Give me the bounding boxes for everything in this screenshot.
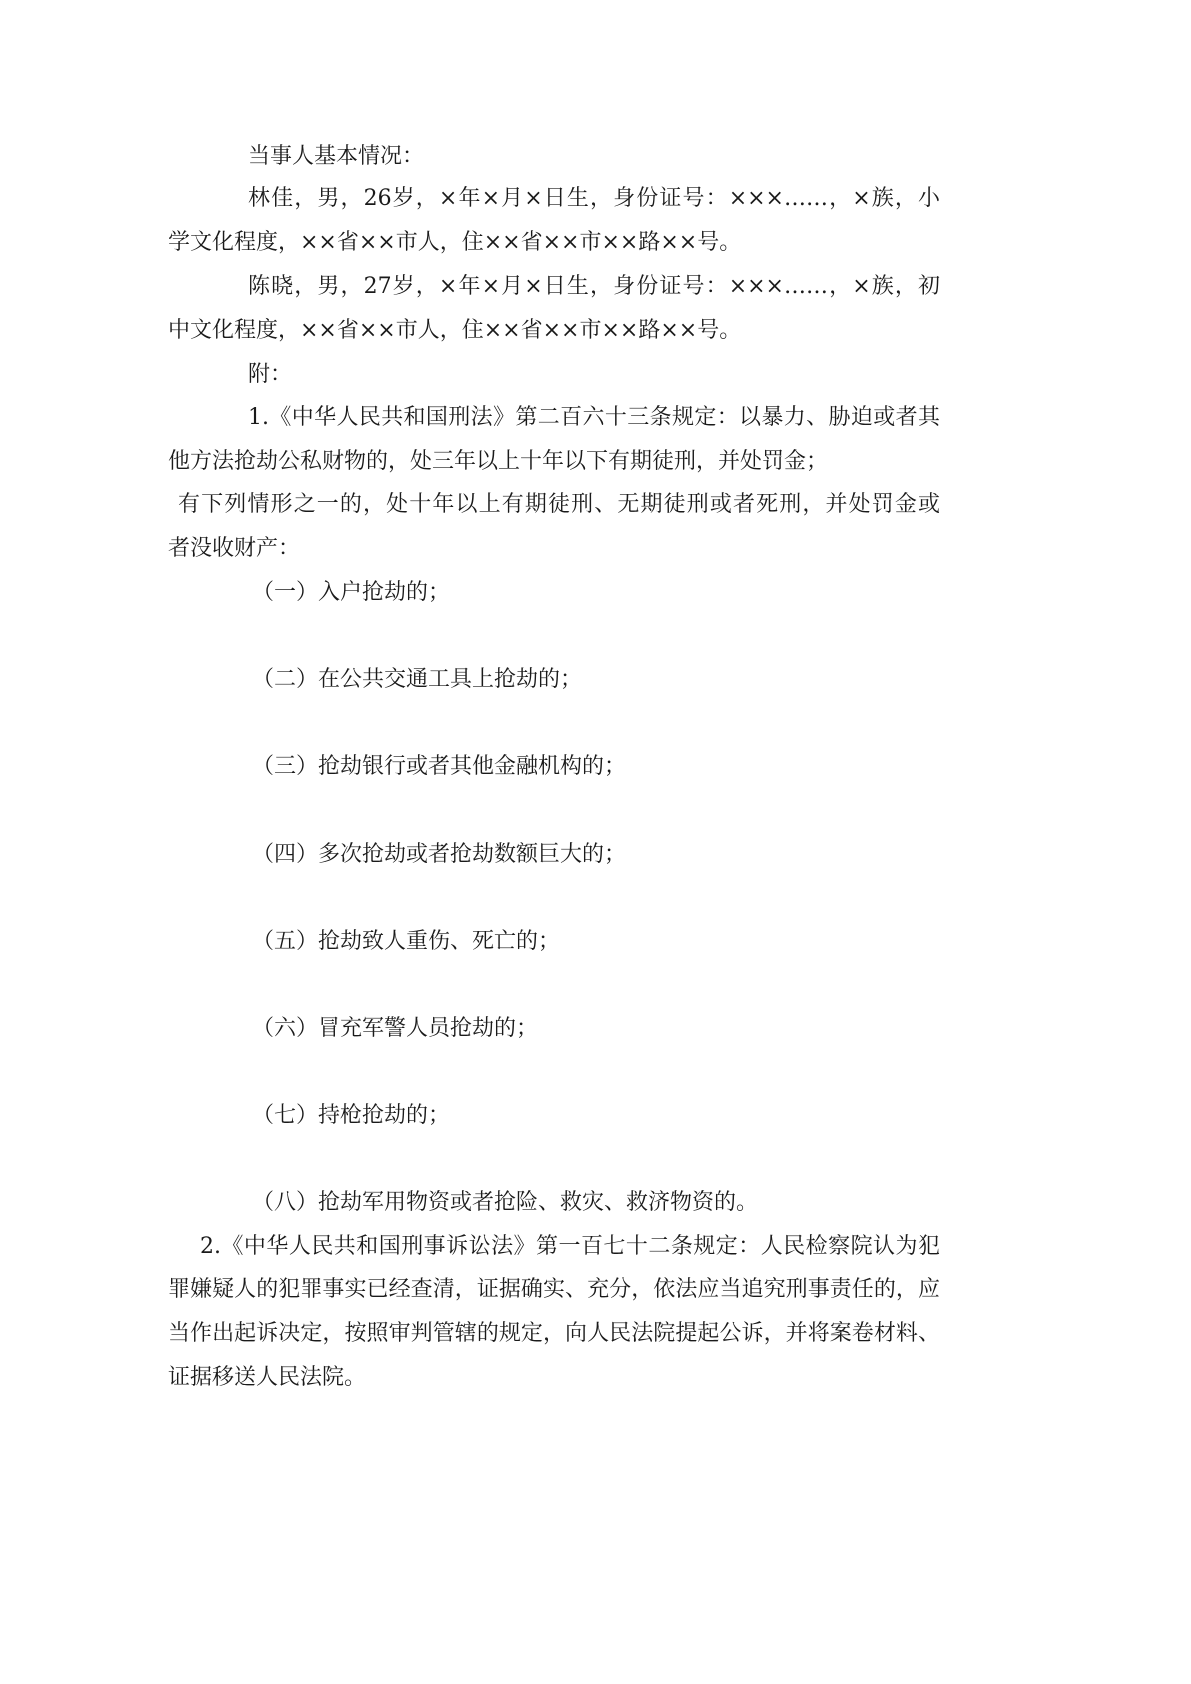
law2-line-4: 证据移送人民法院。: [168, 1365, 367, 1390]
law2-line-1: 2.《中华人民共和国刑事诉讼法》第一百七十二条规定：人民检察院认为犯: [200, 1234, 940, 1259]
law1-line-3: 有下列情形之一的，处十年以上有期徒刑、无期徒刑或者死刑，并处罚金或: [178, 492, 940, 517]
circumstance-1: （一）入户抢劫的；: [252, 580, 451, 605]
law1-line-4: 者没收财产：: [168, 536, 301, 561]
circumstance-7: （七）持枪抢劫的；: [252, 1103, 451, 1128]
circumstance-3: （三）抢劫银行或者其他金融机构的；: [252, 754, 627, 779]
law1-line-2: 他方法抢劫公私财物的，处三年以上十年以下有期徒刑，并处罚金；: [168, 449, 829, 474]
circumstance-8: （八）抢劫军用物资或者抢险、救灾、救济物资的。: [252, 1190, 759, 1215]
law2-line-2: 罪嫌疑人的犯罪事实已经查清，证据确实、充分，依法应当追究刑事责任的，应: [168, 1277, 940, 1302]
party-1-line-1: 林佳，男，26岁，×年×月×日生，身份证号：×××……，×族，小: [248, 186, 940, 211]
party-2-line-1: 陈晓，男，27岁，×年×月×日生，身份证号：×××……，×族，初: [248, 274, 940, 299]
party-2-line-2: 中文化程度，××省××市人，住××省××市××路××号。: [168, 318, 742, 343]
party-1-line-2: 学文化程度，××省××市人，住××省××市××路××号。: [168, 230, 742, 255]
circumstance-6: （六）冒充军警人员抢劫的；: [252, 1016, 539, 1041]
attachment-label: 附：: [248, 362, 293, 387]
circumstance-4: （四）多次抢劫或者抢劫数额巨大的；: [252, 842, 627, 867]
law2-line-3: 当作出起诉决定，按照审判管辖的规定，向人民法院提起公诉，并将案卷材料、: [168, 1321, 940, 1346]
circumstance-2: （二）在公共交通工具上抢劫的；: [252, 667, 583, 692]
heading-basic-info: 当事人基本情况：: [248, 144, 425, 169]
circumstance-5: （五）抢劫致人重伤、死亡的；: [252, 929, 561, 954]
law1-line-1: 1.《中华人民共和国刑法》第二百六十三条规定：以暴力、胁迫或者其: [248, 405, 940, 430]
